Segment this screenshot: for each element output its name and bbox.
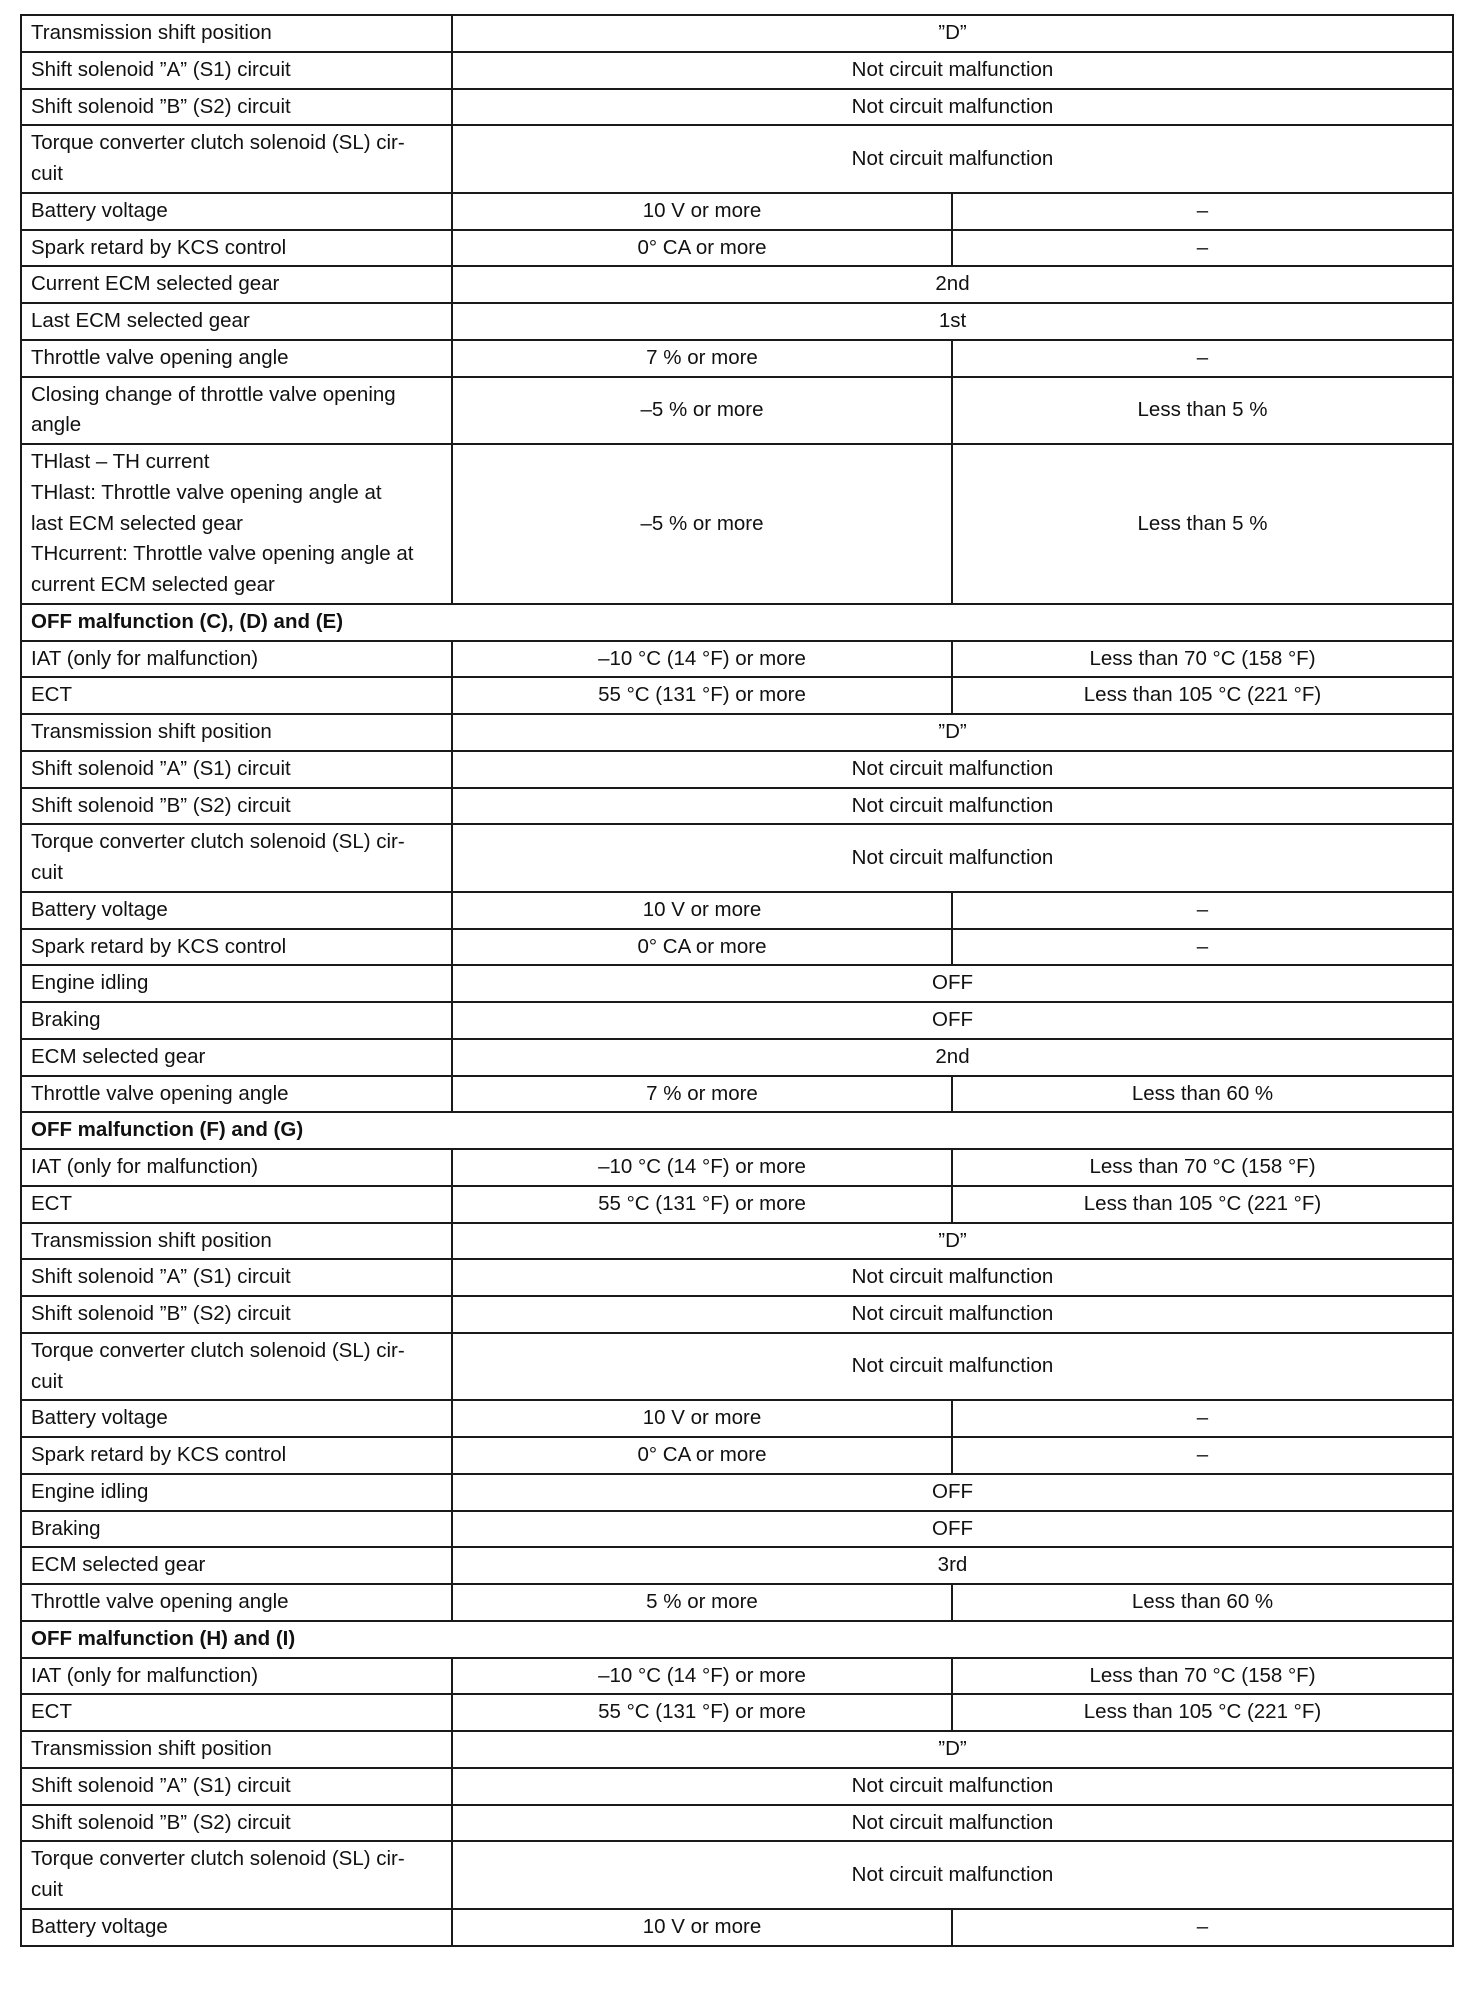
- table-row: [21, 340, 1453, 377]
- table-row: [21, 1186, 1453, 1223]
- condition-label: Shift solenoid ”B” (S2) circuit: [21, 788, 452, 825]
- condition-label: Engine idling: [21, 1474, 452, 1511]
- condition-max-value: Less than 5 %: [952, 444, 1453, 604]
- table-row: [21, 1437, 1453, 1474]
- condition-value: 2nd: [452, 266, 1453, 303]
- table-row: [21, 929, 1453, 966]
- condition-label: Torque converter clutch solenoid (SL) cir- cuit: [21, 1841, 452, 1909]
- condition-value: OFF: [452, 965, 1453, 1002]
- condition-max-value: –: [952, 340, 1453, 377]
- condition-label: IAT (only for malfunction): [21, 641, 452, 678]
- condition-value: ”D”: [452, 714, 1453, 751]
- condition-label: Shift solenoid ”B” (S2) circuit: [21, 1805, 452, 1842]
- table-row: [21, 824, 1453, 892]
- condition-label: Shift solenoid ”B” (S2) circuit: [21, 89, 452, 126]
- table-row: [21, 1547, 1453, 1584]
- condition-max-value: Less than 70 °C (158 °F): [952, 1149, 1453, 1186]
- conditions-table: [20, 14, 1454, 1947]
- condition-label: Shift solenoid ”A” (S1) circuit: [21, 1768, 452, 1805]
- table-row: [21, 1400, 1453, 1437]
- table-row: [21, 1002, 1453, 1039]
- table-row: [21, 444, 1453, 604]
- condition-label: Shift solenoid ”A” (S1) circuit: [21, 1259, 452, 1296]
- condition-value: ”D”: [452, 15, 1453, 52]
- condition-max-value: Less than 70 °C (158 °F): [952, 1658, 1453, 1695]
- condition-min-value: –10 °C (14 °F) or more: [452, 1658, 952, 1695]
- condition-max-value: Less than 60 %: [952, 1076, 1453, 1113]
- table-row: [21, 1805, 1453, 1842]
- table-row: [21, 89, 1453, 126]
- condition-min-value: 5 % or more: [452, 1584, 952, 1621]
- table-row: [21, 1474, 1453, 1511]
- section-header-row: [21, 1112, 1453, 1149]
- condition-min-value: 7 % or more: [452, 1076, 952, 1113]
- table-row: [21, 965, 1453, 1002]
- condition-label: ECM selected gear: [21, 1547, 452, 1584]
- condition-value: Not circuit malfunction: [452, 89, 1453, 126]
- table-row: [21, 377, 1453, 445]
- condition-label: Engine idling: [21, 965, 452, 1002]
- condition-max-value: –: [952, 193, 1453, 230]
- condition-min-value: 10 V or more: [452, 1400, 952, 1437]
- section-title: OFF malfunction (F) and (G): [21, 1112, 1453, 1149]
- table-row: [21, 230, 1453, 267]
- condition-label: Braking: [21, 1511, 452, 1548]
- condition-min-value: 10 V or more: [452, 1909, 952, 1946]
- table-row: [21, 1149, 1453, 1186]
- condition-value: ”D”: [452, 1223, 1453, 1260]
- condition-label: Spark retard by KCS control: [21, 1437, 452, 1474]
- condition-value: Not circuit malfunction: [452, 1259, 1453, 1296]
- table-row: [21, 1333, 1453, 1401]
- condition-label: Shift solenoid ”A” (S1) circuit: [21, 52, 452, 89]
- condition-min-value: 0° CA or more: [452, 929, 952, 966]
- condition-label: Current ECM selected gear: [21, 266, 452, 303]
- table-row: [21, 1584, 1453, 1621]
- table-row: [21, 1658, 1453, 1695]
- condition-value: Not circuit malfunction: [452, 824, 1453, 892]
- condition-value: Not circuit malfunction: [452, 1296, 1453, 1333]
- condition-label: IAT (only for malfunction): [21, 1658, 452, 1695]
- table-row: [21, 751, 1453, 788]
- table-row: [21, 1731, 1453, 1768]
- condition-max-value: –: [952, 1437, 1453, 1474]
- table-row: [21, 193, 1453, 230]
- table-row: [21, 1039, 1453, 1076]
- condition-value: Not circuit malfunction: [452, 1841, 1453, 1909]
- condition-max-value: –: [952, 1909, 1453, 1946]
- table-row: [21, 1076, 1453, 1113]
- condition-value: OFF: [452, 1474, 1453, 1511]
- condition-value: OFF: [452, 1511, 1453, 1548]
- table-row: [21, 52, 1453, 89]
- table-row: [21, 266, 1453, 303]
- condition-value: Not circuit malfunction: [452, 1768, 1453, 1805]
- condition-value: ”D”: [452, 1731, 1453, 1768]
- condition-label: Throttle valve opening angle: [21, 1584, 452, 1621]
- condition-value: 2nd: [452, 1039, 1453, 1076]
- condition-min-value: 10 V or more: [452, 193, 952, 230]
- condition-max-value: Less than 70 °C (158 °F): [952, 641, 1453, 678]
- condition-label: Battery voltage: [21, 892, 452, 929]
- condition-min-value: –10 °C (14 °F) or more: [452, 1149, 952, 1186]
- condition-label: Battery voltage: [21, 1400, 452, 1437]
- table-row: [21, 1909, 1453, 1946]
- table-row: [21, 1296, 1453, 1333]
- table-row: [21, 15, 1453, 52]
- condition-label: Transmission shift position: [21, 15, 452, 52]
- condition-max-value: Less than 105 °C (221 °F): [952, 677, 1453, 714]
- condition-label: Throttle valve opening angle: [21, 340, 452, 377]
- condition-max-value: Less than 60 %: [952, 1584, 1453, 1621]
- condition-min-value: –10 °C (14 °F) or more: [452, 641, 952, 678]
- condition-max-value: –: [952, 230, 1453, 267]
- condition-label: ECM selected gear: [21, 1039, 452, 1076]
- condition-value: Not circuit malfunction: [452, 788, 1453, 825]
- condition-min-value: 10 V or more: [452, 892, 952, 929]
- section-header-row: [21, 1621, 1453, 1658]
- condition-label: Transmission shift position: [21, 1223, 452, 1260]
- table-row: [21, 1223, 1453, 1260]
- condition-label: Throttle valve opening angle: [21, 1076, 452, 1113]
- table-row: [21, 125, 1453, 193]
- condition-min-value: –5 % or more: [452, 377, 952, 445]
- condition-label: Transmission shift position: [21, 1731, 452, 1768]
- condition-label: Battery voltage: [21, 193, 452, 230]
- table-row: [21, 1768, 1453, 1805]
- condition-label: Last ECM selected gear: [21, 303, 452, 340]
- condition-value: 1st: [452, 303, 1453, 340]
- table-row: [21, 892, 1453, 929]
- table-row: [21, 714, 1453, 751]
- condition-label: Shift solenoid ”B” (S2) circuit: [21, 1296, 452, 1333]
- condition-label: ECT: [21, 677, 452, 714]
- condition-label: IAT (only for malfunction): [21, 1149, 452, 1186]
- condition-value: Not circuit malfunction: [452, 52, 1453, 89]
- condition-min-value: 55 °C (131 °F) or more: [452, 677, 952, 714]
- condition-label: ECT: [21, 1694, 452, 1731]
- condition-label: THlast – TH current THlast: Throttle valve opening angle at last ECM selected gear THcurrent: Throttle valve opening angle at current ECM selected gear: [21, 444, 452, 604]
- table-row: [21, 303, 1453, 340]
- condition-label: ECT: [21, 1186, 452, 1223]
- condition-label: Braking: [21, 1002, 452, 1039]
- condition-max-value: –: [952, 929, 1453, 966]
- table-row: [21, 1259, 1453, 1296]
- condition-max-value: –: [952, 1400, 1453, 1437]
- condition-max-value: Less than 5 %: [952, 377, 1453, 445]
- table-row: [21, 641, 1453, 678]
- condition-label: Torque converter clutch solenoid (SL) cir- cuit: [21, 125, 452, 193]
- condition-max-value: Less than 105 °C (221 °F): [952, 1186, 1453, 1223]
- condition-max-value: Less than 105 °C (221 °F): [952, 1694, 1453, 1731]
- condition-label: Closing change of throttle valve opening angle: [21, 377, 452, 445]
- condition-min-value: 0° CA or more: [452, 1437, 952, 1474]
- section-title: OFF malfunction (C), (D) and (E): [21, 604, 1453, 641]
- condition-value: Not circuit malfunction: [452, 751, 1453, 788]
- condition-label: Transmission shift position: [21, 714, 452, 751]
- condition-label: Shift solenoid ”A” (S1) circuit: [21, 751, 452, 788]
- condition-min-value: 0° CA or more: [452, 230, 952, 267]
- condition-label: Torque converter clutch solenoid (SL) cir- cuit: [21, 1333, 452, 1401]
- condition-min-value: 7 % or more: [452, 340, 952, 377]
- condition-value: Not circuit malfunction: [452, 125, 1453, 193]
- condition-min-value: –5 % or more: [452, 444, 952, 604]
- condition-value: Not circuit malfunction: [452, 1805, 1453, 1842]
- condition-min-value: 55 °C (131 °F) or more: [452, 1186, 952, 1223]
- table-row: [21, 1841, 1453, 1909]
- section-title: OFF malfunction (H) and (I): [21, 1621, 1453, 1658]
- condition-label: Spark retard by KCS control: [21, 230, 452, 267]
- table-row: [21, 1511, 1453, 1548]
- condition-label: Spark retard by KCS control: [21, 929, 452, 966]
- condition-value: Not circuit malfunction: [452, 1333, 1453, 1401]
- condition-value: OFF: [452, 1002, 1453, 1039]
- conditions-table-body: [21, 15, 1453, 1946]
- condition-min-value: 55 °C (131 °F) or more: [452, 1694, 952, 1731]
- table-row: [21, 788, 1453, 825]
- condition-label: Torque converter clutch solenoid (SL) cir- cuit: [21, 824, 452, 892]
- condition-max-value: –: [952, 892, 1453, 929]
- condition-value: 3rd: [452, 1547, 1453, 1584]
- condition-label: Battery voltage: [21, 1909, 452, 1946]
- table-row: [21, 1694, 1453, 1731]
- table-row: [21, 677, 1453, 714]
- section-header-row: [21, 604, 1453, 641]
